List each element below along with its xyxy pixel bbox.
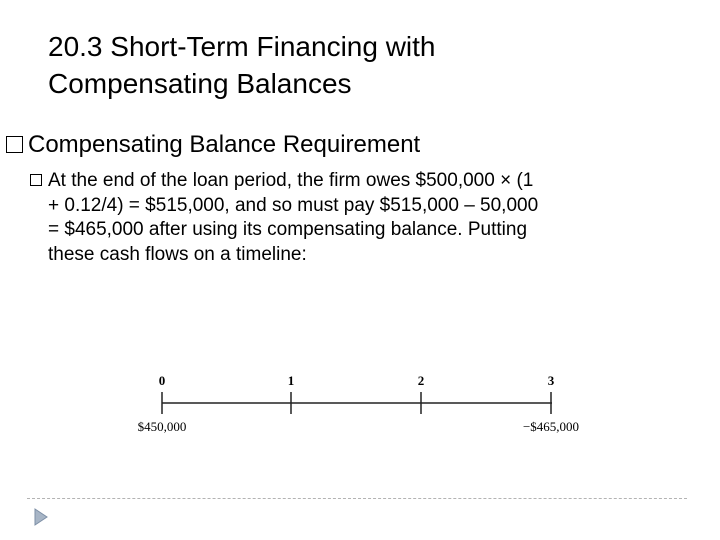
- nav-arrow-icon[interactable]: [34, 508, 48, 526]
- square-bullet-icon: [6, 136, 23, 153]
- slide-title: [48, 28, 688, 102]
- bullet-level-1: [6, 130, 420, 160]
- title-line-2: Compensating Balances: [48, 68, 352, 99]
- period-label: 2: [417, 373, 425, 388]
- bullet-level-1-text: Compensating Balance Requirement: [28, 131, 421, 158]
- bullet-level-2-line: At the end of the loan period, the firm owes $500,000 × (1: [48, 170, 534, 191]
- cash-flow-timeline: [137, 368, 600, 440]
- title-line-1: 20.3 Short-Term Financing with: [48, 31, 436, 62]
- period-label: 3: [547, 373, 555, 388]
- period-label: 1: [287, 373, 295, 388]
- cash-flow-label: $450,000: [137, 419, 187, 434]
- square-bullet-icon: [30, 169, 42, 194]
- period-label: 0: [158, 373, 166, 388]
- slide-footer-divider: [27, 498, 687, 499]
- bullet-level-2: [30, 169, 680, 267]
- bullet-level-2-line: = $465,000 after using its compensating balance. Putting: [48, 219, 528, 240]
- cash-flow-label: −$465,000: [522, 419, 580, 434]
- bullet-level-2-line: + 0.12/4) = $515,000, and so must pay $515,000 – 50,000: [48, 194, 539, 216]
- bullet-level-2-line: these cash flows on a timeline:: [48, 243, 307, 265]
